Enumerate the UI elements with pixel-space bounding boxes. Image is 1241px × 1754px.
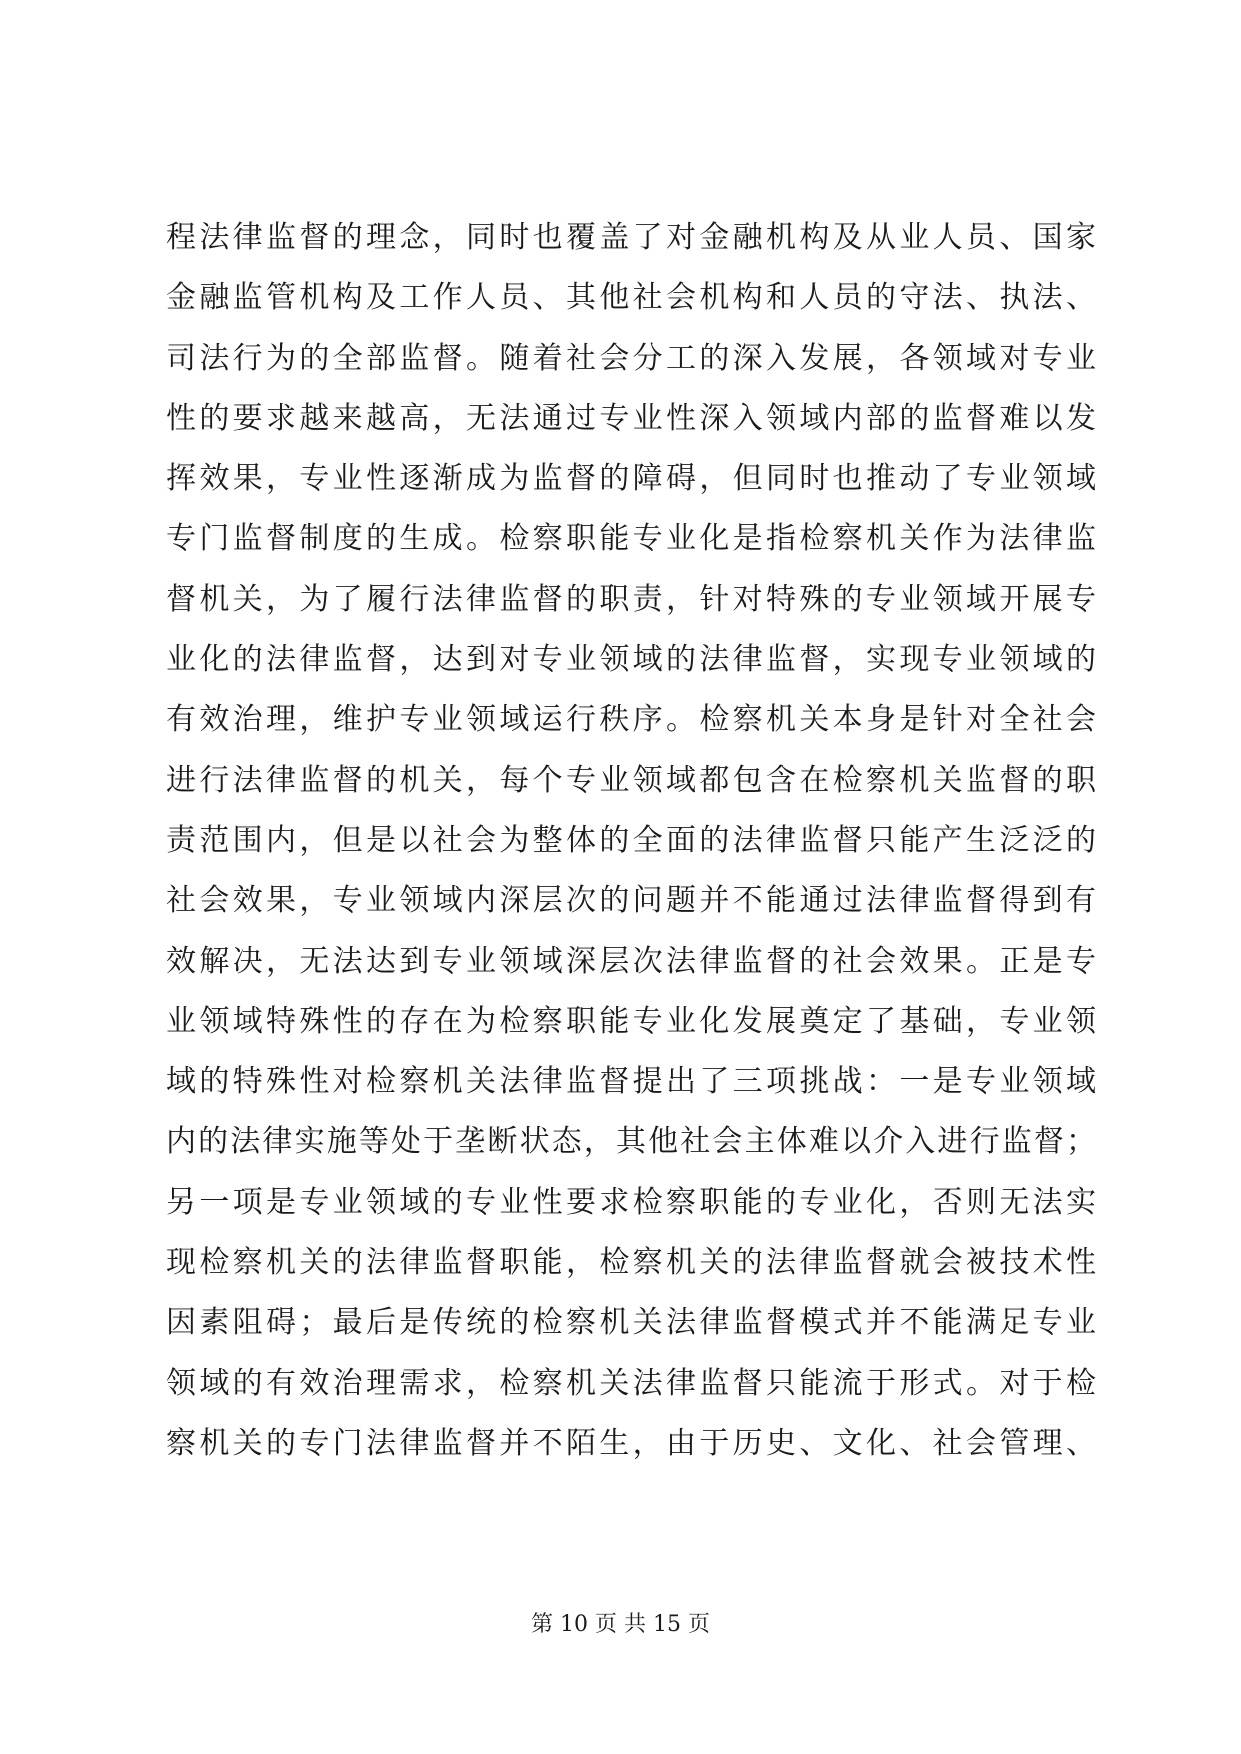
text-line: 域的特殊性对检察机关法律监督提出了三项挑战：一是专业领域 <box>166 1064 1096 1100</box>
text-line: 内的法律实施等处于垄断状态，其他社会主体难以介入进行监督； <box>166 1124 1096 1160</box>
text-line: 察机关的专门法律监督并不陌生，由于历史、文化、社会管理、 <box>166 1425 1096 1461</box>
text-line: 社会效果，专业领域内深层次的问题并不能通过法律监督得到有 <box>166 883 1096 919</box>
text-line: 程法律监督的理念，同时也覆盖了对金融机构及从业人员、国家 <box>166 220 1096 255</box>
text-line: 另一项是专业领域的专业性要求检察职能的专业化，否则无法实 <box>166 1184 1096 1220</box>
text-line: 挥效果，专业性逐渐成为监督的障碍，但同时也推动了专业领域 <box>166 461 1096 497</box>
text-line: 因素阻碍；最后是传统的检察机关法律监督模式并不能满足专业 <box>166 1305 1096 1341</box>
text-line: 性的要求越来越高，无法通过专业性深入领域内部的监督难以发 <box>166 400 1096 436</box>
text-line: 效解决，无法达到专业领域深层次法律监督的社会效果。正是专 <box>166 943 1096 979</box>
text-line: 专门监督制度的生成。检察职能专业化是指检察机关作为法律监 <box>166 521 1096 557</box>
text-line: 督机关，为了履行法律监督的职责，针对特殊的专业领域开展专 <box>166 581 1096 617</box>
text-line: 司法行为的全部监督。随着社会分工的深入发展，各领域对专业 <box>166 340 1096 376</box>
text-line: 现检察机关的法律监督职能，检察机关的法律监督就会被技术性 <box>166 1245 1096 1281</box>
body-text <box>166 208 1096 1474</box>
text-line: 业领域特殊性的存在为检察职能专业化发展奠定了基础，专业领 <box>166 1003 1096 1039</box>
text-line: 金融监管机构及工作人员、其他社会机构和人员的守法、执法、 <box>166 280 1096 316</box>
text-line: 业化的法律监督，达到对专业领域的法律监督，实现专业领域的 <box>166 642 1096 678</box>
page-number-footer: 第 10 页 共 15 页 <box>531 1612 710 1637</box>
text-line: 有效治理，维护专业领域运行秩序。检察机关本身是针对全社会 <box>166 702 1096 738</box>
text-line: 进行法律监督的机关，每个专业领域都包含在检察机关监督的职 <box>166 762 1096 798</box>
text-line: 责范围内，但是以社会为整体的全面的法律监督只能产生泛泛的 <box>166 822 1096 858</box>
text-line: 领域的有效治理需求，检察机关法律监督只能流于形式。对于检 <box>166 1365 1096 1401</box>
